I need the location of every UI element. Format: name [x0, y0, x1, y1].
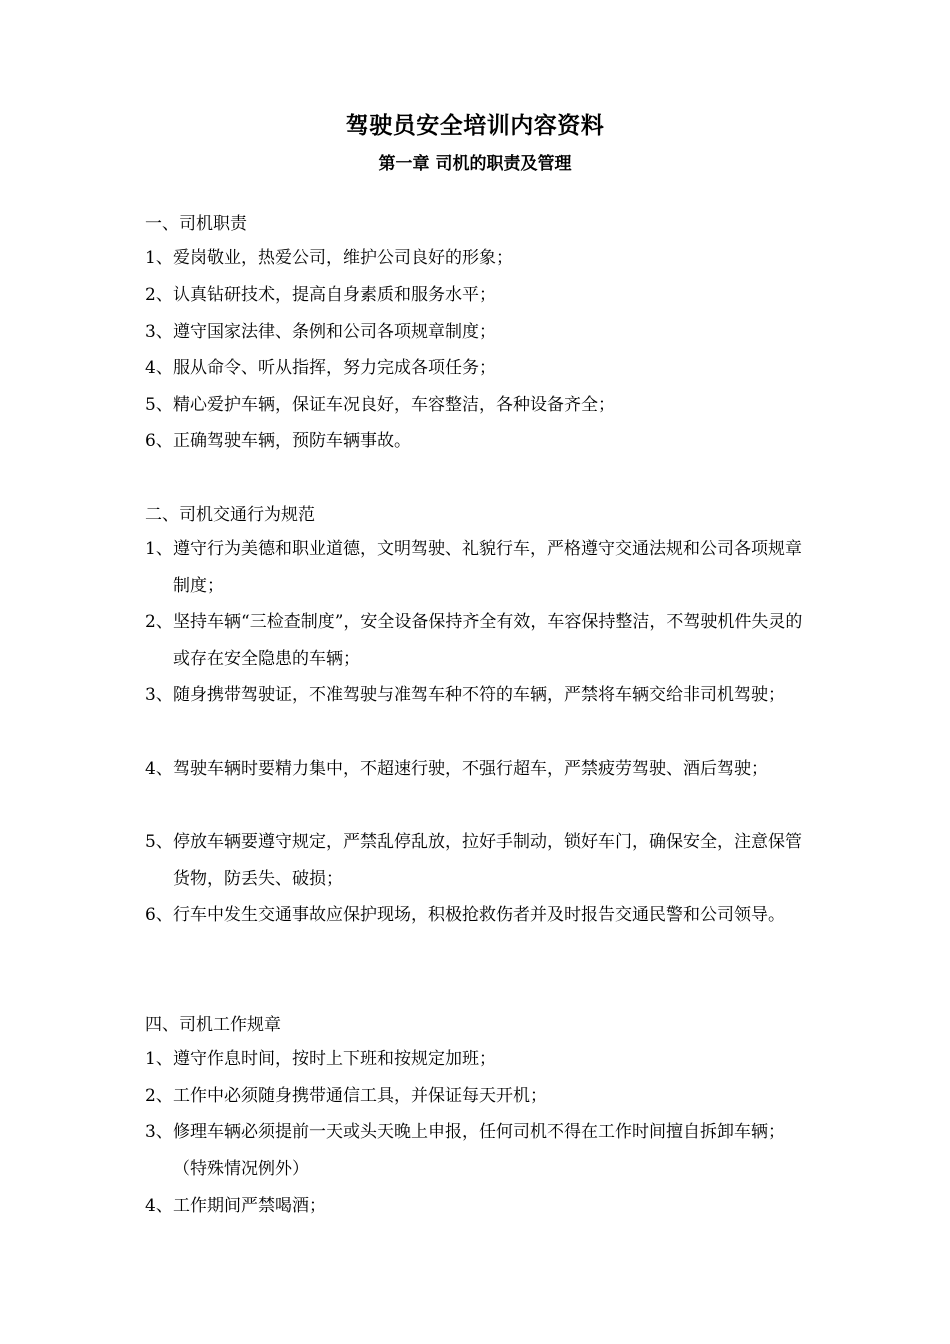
item-text: 遵守作息时间，按时上下班和按规定加班；	[173, 1049, 496, 1069]
item-number: 3、	[145, 1122, 173, 1142]
item-number: 2、	[145, 285, 173, 305]
item-text: 工作中必须随身携带通信工具，并保证每天开机；	[173, 1086, 547, 1106]
item-number: 4、	[145, 759, 173, 779]
item-number: 4、	[145, 1196, 173, 1216]
item-number: 6、	[145, 431, 173, 451]
item-number: 1、	[145, 1049, 173, 1069]
item-number: 4、	[145, 358, 173, 378]
list-item	[145, 897, 810, 934]
list-item	[145, 1188, 810, 1225]
item-text: 行车中发生交通事故应保护现场，积极抢救伤者并及时报告交通民警和公司领导。	[173, 905, 785, 925]
section-heading-work-rules: 四、司机工作规章	[145, 1015, 281, 1035]
item-text: 爱岗敬业，热爱公司，维护公司良好的形象；	[173, 248, 513, 268]
list-item	[145, 1114, 810, 1187]
item-number: 2、	[145, 1086, 173, 1106]
document-title: 驾驶员安全培训内容资料	[345, 112, 605, 139]
item-number: 1、	[145, 248, 173, 268]
item-text: 工作期间严禁喝酒；	[173, 1196, 326, 1216]
section-heading-duties: 一、司机职责	[145, 214, 247, 234]
item-text: 遵守行为美德和职业道德，文明驾驶、礼貌行车，严格遵守交通法规和公司各项规章制度；	[173, 539, 802, 596]
item-number: 3、	[145, 322, 173, 342]
list-item	[145, 751, 810, 788]
item-text: 精心爱护车辆，保证车况良好，车容整洁，各种设备齐全；	[173, 395, 615, 415]
list-item	[145, 423, 810, 460]
list-item	[145, 240, 810, 277]
item-number: 6、	[145, 905, 173, 925]
section-heading-traffic-conduct: 二、司机交通行为规范	[145, 505, 315, 525]
item-text: 停放车辆要遵守规定，严禁乱停乱放，拉好手制动，锁好车门，确保安全，注意保管货物，防丢失、破损；	[173, 832, 802, 889]
item-text: 驾驶车辆时要精力集中，不超速行驶，不强行超车，严禁疲劳驾驶、酒后驾驶；	[173, 759, 768, 779]
item-number: 2、	[145, 612, 173, 632]
item-text: 服从命令、听从指挥，努力完成各项任务；	[173, 358, 496, 378]
item-text: 坚持车辆“三检查制度”，安全设备保持齐全有效，车容保持整洁，不驾驶机件失灵的或存在安全隐患的车辆；	[173, 612, 803, 669]
list-item	[145, 604, 810, 677]
list-item	[145, 677, 810, 714]
item-text: 正确驾驶车辆，预防车辆事故。	[173, 431, 411, 451]
chapter-title: 第一章 司机的职责及管理	[378, 154, 572, 174]
list-item	[145, 1041, 810, 1078]
list-item	[145, 387, 810, 424]
item-text: 认真钻研技术，提高自身素质和服务水平；	[173, 285, 496, 305]
list-item	[145, 531, 810, 604]
list-item	[145, 824, 810, 897]
item-text: 遵守国家法律、条例和公司各项规章制度；	[173, 322, 496, 342]
item-number: 5、	[145, 832, 173, 852]
list-item	[145, 277, 810, 314]
list-item	[145, 1078, 810, 1115]
item-text: 随身携带驾驶证，不准驾驶与准驾车种不符的车辆，严禁将车辆交给非司机驾驶；	[173, 685, 785, 705]
item-number: 5、	[145, 395, 173, 415]
item-text: 修理车辆必须提前一天或头天晚上申报，任何司机不得在工作时间擅自拆卸车辆；（特殊情况例外）	[173, 1122, 785, 1179]
item-number: 1、	[145, 539, 173, 559]
item-number: 3、	[145, 685, 173, 705]
list-item	[145, 350, 810, 387]
list-item	[145, 314, 810, 351]
